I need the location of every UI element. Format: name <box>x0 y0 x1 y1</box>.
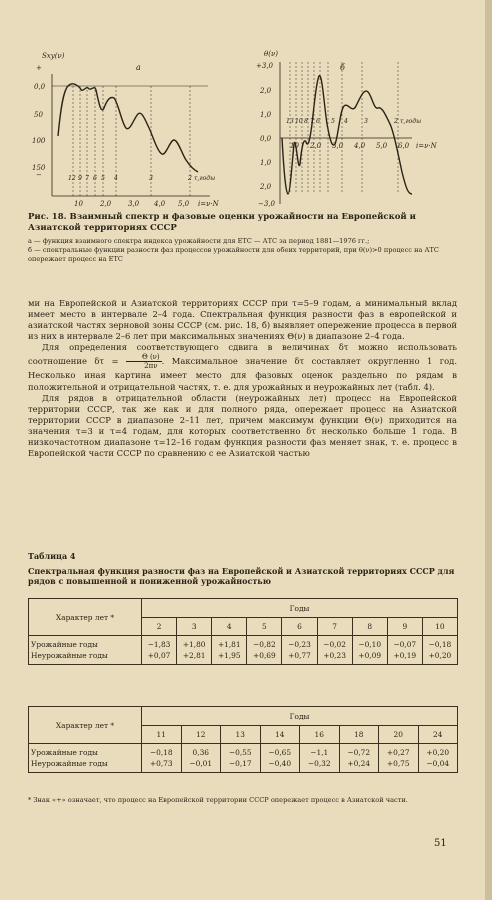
page-edge <box>485 0 492 900</box>
panel-a-x-tick-4: 5,0 <box>178 200 190 208</box>
year-cell: 11 <box>142 726 182 744</box>
panel-a-period-2: 2 <box>188 175 192 182</box>
year-cell: 13 <box>221 726 261 744</box>
value-cell: −0,02 +0,23 <box>317 636 352 665</box>
table-footnote: * Знак «+» означает, что процесс на Европейской территории СССР опережает процесс в Азиатской части. <box>28 796 408 804</box>
row-labels-2 <box>29 744 142 773</box>
value-cell: 0,36 −0,01 <box>181 744 221 773</box>
value-cell: −0,72 +0,24 <box>339 744 379 773</box>
page-number: 51 <box>434 838 447 849</box>
value-cell: −0,55 −0,17 <box>221 744 261 773</box>
value-cell: +0,20 −0,04 <box>418 744 458 773</box>
panel-b-x-tick-5: 6,0 <box>398 142 410 150</box>
year-cell: 12 <box>181 726 221 744</box>
table-part-1 <box>28 598 458 665</box>
value-cell: −1,83 +0,07 <box>142 636 177 665</box>
panel-b-y-tick-4: 1,0 <box>260 159 272 167</box>
panel-a-x-axis-label: i=ν·N <box>198 200 219 208</box>
panel-a-x-tick-3: 4,0 <box>154 200 166 208</box>
table-part-2 <box>28 706 458 773</box>
panel-a-period-3: 3 <box>149 175 153 182</box>
panel-b-y-tick-3: 0,0 <box>260 135 272 143</box>
value-cell: −0,07 +0,19 <box>387 636 422 665</box>
year-cell: 2 <box>142 618 177 636</box>
row-label-good: Урожайные годы <box>31 640 98 649</box>
panel-b-x-tick-3: 4,0 <box>354 142 366 150</box>
paragraph-2 <box>28 342 457 392</box>
panel-b <box>256 50 438 208</box>
value-cell: −0,18 +0,73 <box>142 744 182 773</box>
panel-b-period-10: 10 <box>295 118 303 125</box>
row-label-good: Урожайные годы <box>31 748 98 757</box>
figure-18 <box>28 44 468 209</box>
panel-b-x-tick-1: 2,0 <box>310 142 322 150</box>
table-heading <box>28 551 458 587</box>
panel-a-y-tick-1: 50 <box>34 111 43 119</box>
year-cell: 8 <box>352 618 387 636</box>
panel-b-period-unit: τ,годы <box>400 118 422 125</box>
row-label-bad: Неурожайные годы <box>31 651 108 660</box>
panel-b-y-tick-1: 2,0 <box>260 87 272 95</box>
value-cell: −0,10 +0,09 <box>352 636 387 665</box>
caption-note-a: а — функция взаимного спектра индекса урожайности для ЕТС — АТС за период 1881—1976 гг.; <box>28 237 370 245</box>
year-cell: 20 <box>379 726 419 744</box>
panel-a-y-label: Sxy(ν) <box>42 52 65 60</box>
value-cell: −0,65 −0,40 <box>260 744 300 773</box>
value-cell: +1,81 +1,95 <box>212 636 247 665</box>
panel-b-period-4: 4 <box>344 118 348 125</box>
panel-a-period-9: 9 <box>78 175 82 182</box>
figure-caption <box>28 212 458 264</box>
value-cell: −0,23 +0,77 <box>282 636 317 665</box>
panel-b-y-tick-5: 2,0 <box>260 183 272 191</box>
panel-a-x-tick-2: 3,0 <box>128 200 140 208</box>
panel-a-y-tick-0: 0,0 <box>34 83 46 91</box>
panel-a-period-6: 6 <box>93 175 97 182</box>
caption-title: Рис. 18. Взаимный спектр и фазовые оценки урожайности на Европейской и Азиатской территориях СССР <box>28 212 416 233</box>
body-text <box>28 298 457 459</box>
year-cell: 3 <box>177 618 212 636</box>
caption-note-b: б — спектральные функции разности фаз процессов урожайности для обеих территорий, при θ(ν)>0 процесс на АТС опережает процесс на ЕТС <box>28 246 439 263</box>
char-header-1: Характер лет * <box>29 599 142 636</box>
panel-b-period-5: 5 <box>331 118 335 125</box>
formula-numerator: Θ (ν) <box>126 353 162 362</box>
panel-b-x-tick-2: 3,0 <box>332 142 344 150</box>
value-cell: +1,80 +2,81 <box>177 636 212 665</box>
panel-b-x-tick-0: 10 <box>290 142 299 150</box>
panel-b-x-axis-label: i=ν·N <box>416 142 437 150</box>
panel-a-letter: а <box>136 63 141 72</box>
year-cell: 5 <box>247 618 282 636</box>
year-cell: 7 <box>317 618 352 636</box>
char-header-2: Характер лет * <box>29 707 142 744</box>
panel-a <box>32 52 220 208</box>
paragraph-2-after: . Максимальное значение δτ составляет округленно 1 год. Несколько иная картина имеет место для фазовых оценок раздельно по рядам в положительной и отрицательной частях, т. е. для урожайных и неурожайных лет (табл. 4). <box>28 356 457 392</box>
panel-a-period-7: 7 <box>85 175 89 182</box>
panel-b-y-tick-2: 1,0 <box>260 111 272 119</box>
row-label-bad: Неурожайные годы <box>31 759 108 768</box>
value-cell: +0,27 +0,75 <box>379 744 419 773</box>
panel-a-y-tick-2: 100 <box>32 137 46 145</box>
panel-b-period-3: 3 <box>364 118 368 125</box>
panel-b-period-7: 7 <box>310 118 314 125</box>
panel-b-period-2: 2 <box>394 118 398 125</box>
year-cell: 9 <box>387 618 422 636</box>
table-number: Таблица 4 <box>28 551 76 561</box>
panel-a-plus: + <box>36 64 42 72</box>
panel-b-letter: б <box>340 63 345 72</box>
formula-denominator: 2πν <box>144 362 158 371</box>
panel-b-period-6: 6 <box>316 118 320 125</box>
value-cell: −0,82 +0,69 <box>247 636 282 665</box>
panel-b-period-8: 8 <box>304 118 308 125</box>
panel-a-x-tick-1: 2,0 <box>100 200 112 208</box>
panel-b-y-tick-6: −3,0 <box>258 200 275 208</box>
year-cell: 4 <box>212 618 247 636</box>
panel-b-y-tick-0: +3,0 <box>256 62 273 70</box>
panel-b-x-tick-4: 5,0 <box>376 142 388 150</box>
year-cell: 14 <box>260 726 300 744</box>
row-labels-1 <box>29 636 142 665</box>
paragraph-3: Для рядов в отрицательной области (неурожайных лет) процесс на Европейской территории СССР, так же как и для полного ряда, опережает процесс на Азиатской территории СССР в диапазоне 2–11 лет, причем максимум функции Θ(ν) приходится на значения τ=3 и τ=4 годам, для которых соответственно δτ несколько больше 1 года. В низкочастотном диапазоне τ=12–16 годам функция разности фаз меняет знак, т. е. процесс в Европейской части СССР по сравнению с ее Азиатской частью <box>28 392 457 459</box>
years-header-1: Годы <box>142 599 458 618</box>
table-title: Спектральная функция разности фаз на Европейской и Азиатской территориях СССР для рядов с повышенной и пониженной урожайностью <box>28 565 455 586</box>
year-cell: 18 <box>339 726 379 744</box>
value-cell: −0,18 +0,20 <box>422 636 457 665</box>
panel-a-period-unit: τ,годы <box>194 175 216 182</box>
paragraph-1: ми на Европейской и Азиатской территориях СССР при τ=5–9 годам, а минимальный вклад имеет место в интервале 2–4 года. Спектральная функция разности фаз в европейской и азиатской частях зерновой зоны СССР (см. рис. 18, б) выявляет опережение процесса в первой из них в интервале 2–6 лет при максимальных значениях Θ(ν) в диапазоне 2–4 года. <box>28 298 457 342</box>
panel-b-period-13: 13 <box>286 118 294 125</box>
years-header-2: Годы <box>142 707 458 726</box>
panel-a-period-4: 4 <box>114 175 118 182</box>
paragraph-2-before: Для определения соответствующего сдвига в величинах δτ можно использовать соотношение δτ = <box>28 342 457 367</box>
panel-a-minus: − <box>36 171 42 179</box>
year-cell: 16 <box>300 726 340 744</box>
panel-a-period-5: 5 <box>101 175 105 182</box>
year-cell: 10 <box>422 618 457 636</box>
value-cell: −1,1 −0,32 <box>300 744 340 773</box>
panel-a-y-tick-3: 150 <box>32 164 46 172</box>
panel-a-x-tick-0: 10 <box>74 200 83 208</box>
year-cell: 24 <box>418 726 458 744</box>
formula-fraction <box>126 353 162 370</box>
panel-a-period-12: 12 <box>68 175 76 182</box>
year-cell: 6 <box>282 618 317 636</box>
panel-b-y-label: θ(ν) <box>264 50 278 58</box>
